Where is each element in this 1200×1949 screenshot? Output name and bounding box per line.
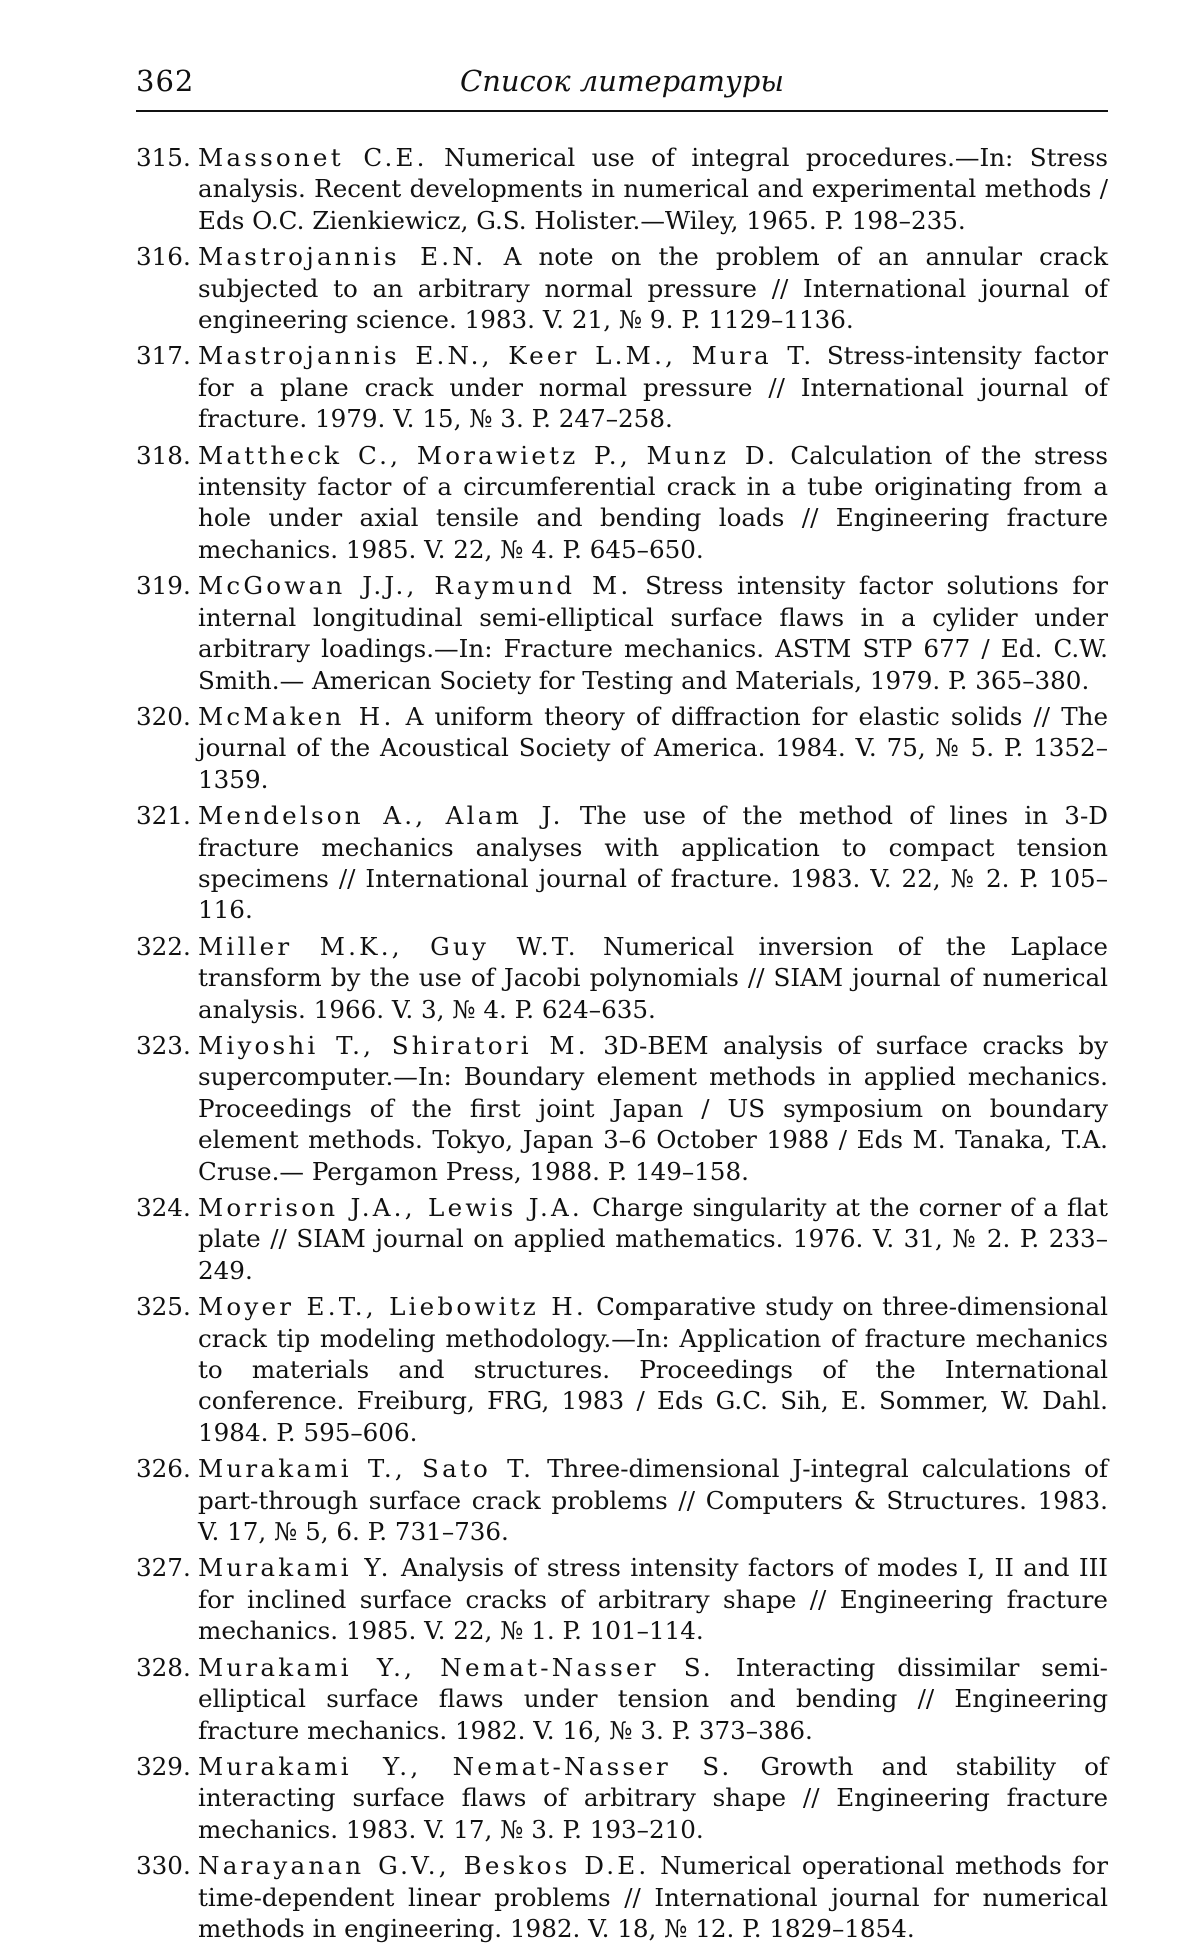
reference-entry (136, 142, 1108, 236)
reference-number: 316. (136, 242, 191, 272)
reference-text: Stress-intensity factor for a plane crack under normal pressure // International journal of fracture. 1979. V. 15, № 3. P. 247–258. (198, 341, 1108, 434)
reference-number: 327. (136, 1553, 191, 1583)
reference-number: 330. (136, 1851, 191, 1881)
reference-text: Numerical operational methods for time-dependent linear problems // International journal for numerical methods in engineering. 1982. V. 18, № 12. P. 1829–1854. (198, 1851, 1108, 1943)
reference-number: 315. (136, 143, 191, 172)
reference-entry (136, 241, 1108, 335)
reference-entry (136, 1453, 1108, 1547)
reference-authors: Miyoshi T., Shiratori M. (198, 1030, 589, 1060)
reference-authors: Mendelson A., Alam J. (198, 801, 564, 831)
reference-text: 3D-BEM analysis of surface cracks by supercomputer.—In: Boundary element methods in applied mechanics. Proceedings of the first joint Japan / US symposium on boundary element methods. Tokyo, Japan 3–6 October 1988 / Eds M. Tanaka, T.A. Cruse.— Pergamon Press, 1988. P. 149–158. (198, 1030, 1108, 1186)
reference-number: 324. (136, 1193, 191, 1222)
reference-entry (136, 440, 1108, 566)
reference-text: Comparative study on three-dimensional crack tip modeling methodology.—In: Application of fracture mechanics to materials and structures. Proceedings of the International conference. Freiburg, FRG, 1983 / Eds G.C. Sih, E. Sommer, W. Dahl. 1984. P. 595–606. (198, 1292, 1108, 1447)
reference-number: 321. (136, 801, 191, 831)
reference-number: 329. (136, 1751, 191, 1781)
reference-list (136, 142, 1108, 1949)
reference-entry (136, 1030, 1108, 1187)
reference-number: 317. (136, 341, 191, 371)
reference-entry (136, 800, 1108, 926)
reference-number: 328. (136, 1652, 191, 1682)
reference-number: 323. (136, 1030, 191, 1060)
reference-number: 326. (136, 1454, 191, 1484)
reference-text: Stress intensity factor solutions for internal longitudinal semi-elliptical surface flaws in a cylider under arbitrary loadings.—In: Fracture mechanics. ASTM STP 677 / Ed. C.W. Smith.— American Society for Testing and Materials, 1979. P. 365–380. (198, 571, 1108, 695)
reference-entry (136, 1291, 1108, 1448)
reference-number: 320. (136, 701, 191, 731)
reference-authors: Mattheck C., Morawietz P., Munz D. (198, 440, 778, 470)
reference-number: 322. (136, 931, 191, 961)
reference-authors: McGowan J.J., Raymund M. (198, 571, 632, 601)
reference-number: 319. (136, 571, 191, 601)
reference-text: Growth and stability of interacting surface flaws of arbitrary shape // Engineering fracture mechanics. 1983. V. 17, № 3. P. 193–210. (198, 1751, 1108, 1844)
reference-entry (136, 701, 1108, 795)
reference-authors: Murakami Y., Nemat-Nasser S. (198, 1751, 733, 1781)
reference-authors: Morrison J.A., Lewis J.A. (198, 1193, 583, 1222)
reference-text: Calculation of the stress intensity factor of a circumferential crack in a tube originating from a hole under axial tensile and bending loads // Engineering fracture mechanics. 1985. V. 22, № 4. P. 645–650. (198, 440, 1108, 564)
reference-entry (136, 931, 1108, 1025)
reference-text: Interacting dissimilar semi-elliptical surface flaws under tension and bending // Engineering fracture mechanics. 1982. V. 16, № 3. P. 373–386. (198, 1652, 1108, 1745)
page-header (136, 58, 1108, 112)
running-title: Список литературы (460, 64, 784, 98)
reference-entry (136, 570, 1108, 696)
page-number: 362 (136, 64, 195, 98)
reference-authors: Mastrojannis E.N., Keer L.M., Mura T. (198, 341, 815, 371)
reference-authors: Mastrojannis E.N. (198, 242, 487, 272)
reference-text: Numerical use of integral procedures.—In: Stress analysis. Recent developments in numerical and experimental methods / Eds O.C. Zienkiewicz, G.S. Holister.—Wiley, 1965. P. 198–235. (198, 143, 1109, 235)
reference-authors: Miller M.K., Guy W.T. (198, 931, 579, 961)
reference-text: A uniform theory of diffraction for elastic solids // The journal of the Acoustical Society of America. 1984. V. 75, № 5. P. 1352–1359. (198, 701, 1109, 794)
reference-authors: McMaken H. (198, 701, 395, 731)
reference-entry (136, 1850, 1108, 1944)
reference-number: 325. (136, 1292, 191, 1322)
reference-number: 318. (136, 440, 191, 470)
reference-text: A note on the problem of an annular crack subjected to an arbitrary normal pressure // International journal of engineering science. 1983. V. 21, № 9. P. 1129–1136. (198, 242, 1108, 335)
reference-entry (136, 1192, 1108, 1286)
reference-authors: Moyer E.T., Liebowitz H. (198, 1292, 587, 1322)
reference-authors: Murakami T., Sato T. (198, 1454, 535, 1484)
reference-entry (136, 340, 1108, 434)
reference-authors: Massonet C.E. (198, 143, 428, 172)
reference-entry (136, 1751, 1108, 1845)
reference-text: Numerical inversion of the Laplace transform by the use of Jacobi polynomials // SIAM journal of numerical analysis. 1966. V. 3, № 4. P. 624–635. (198, 931, 1108, 1024)
reference-authors: Narayanan G.V., Beskos D.E. (198, 1851, 650, 1881)
reference-text: The use of the method of lines in 3-D fracture mechanics analyses with application to compact tension specimens // International journal of fracture. 1983. V. 22, № 2. P. 105–116. (198, 801, 1108, 925)
reference-entry (136, 1552, 1108, 1646)
reference-text: Three-dimensional J-integral calculations of part-through surface crack problems // Computers & Structures. 1983. V. 17, № 5, 6. P. 731–736. (198, 1454, 1108, 1547)
reference-text: Analysis of stress intensity factors of modes I, II and III for inclined surface cracks of arbitrary shape // Engineering fracture mechanics. 1985. V. 22, № 1. P. 101–114. (198, 1553, 1109, 1646)
reference-entry (136, 1652, 1108, 1746)
reference-authors: Murakami Y. (198, 1553, 392, 1583)
reference-text: Charge singularity at the corner of a flat plate // SIAM journal on applied mathematics. 1976. V. 31, № 2. P. 233–249. (198, 1193, 1108, 1285)
reference-authors: Murakami Y., Nemat-Nasser S. (198, 1652, 714, 1682)
